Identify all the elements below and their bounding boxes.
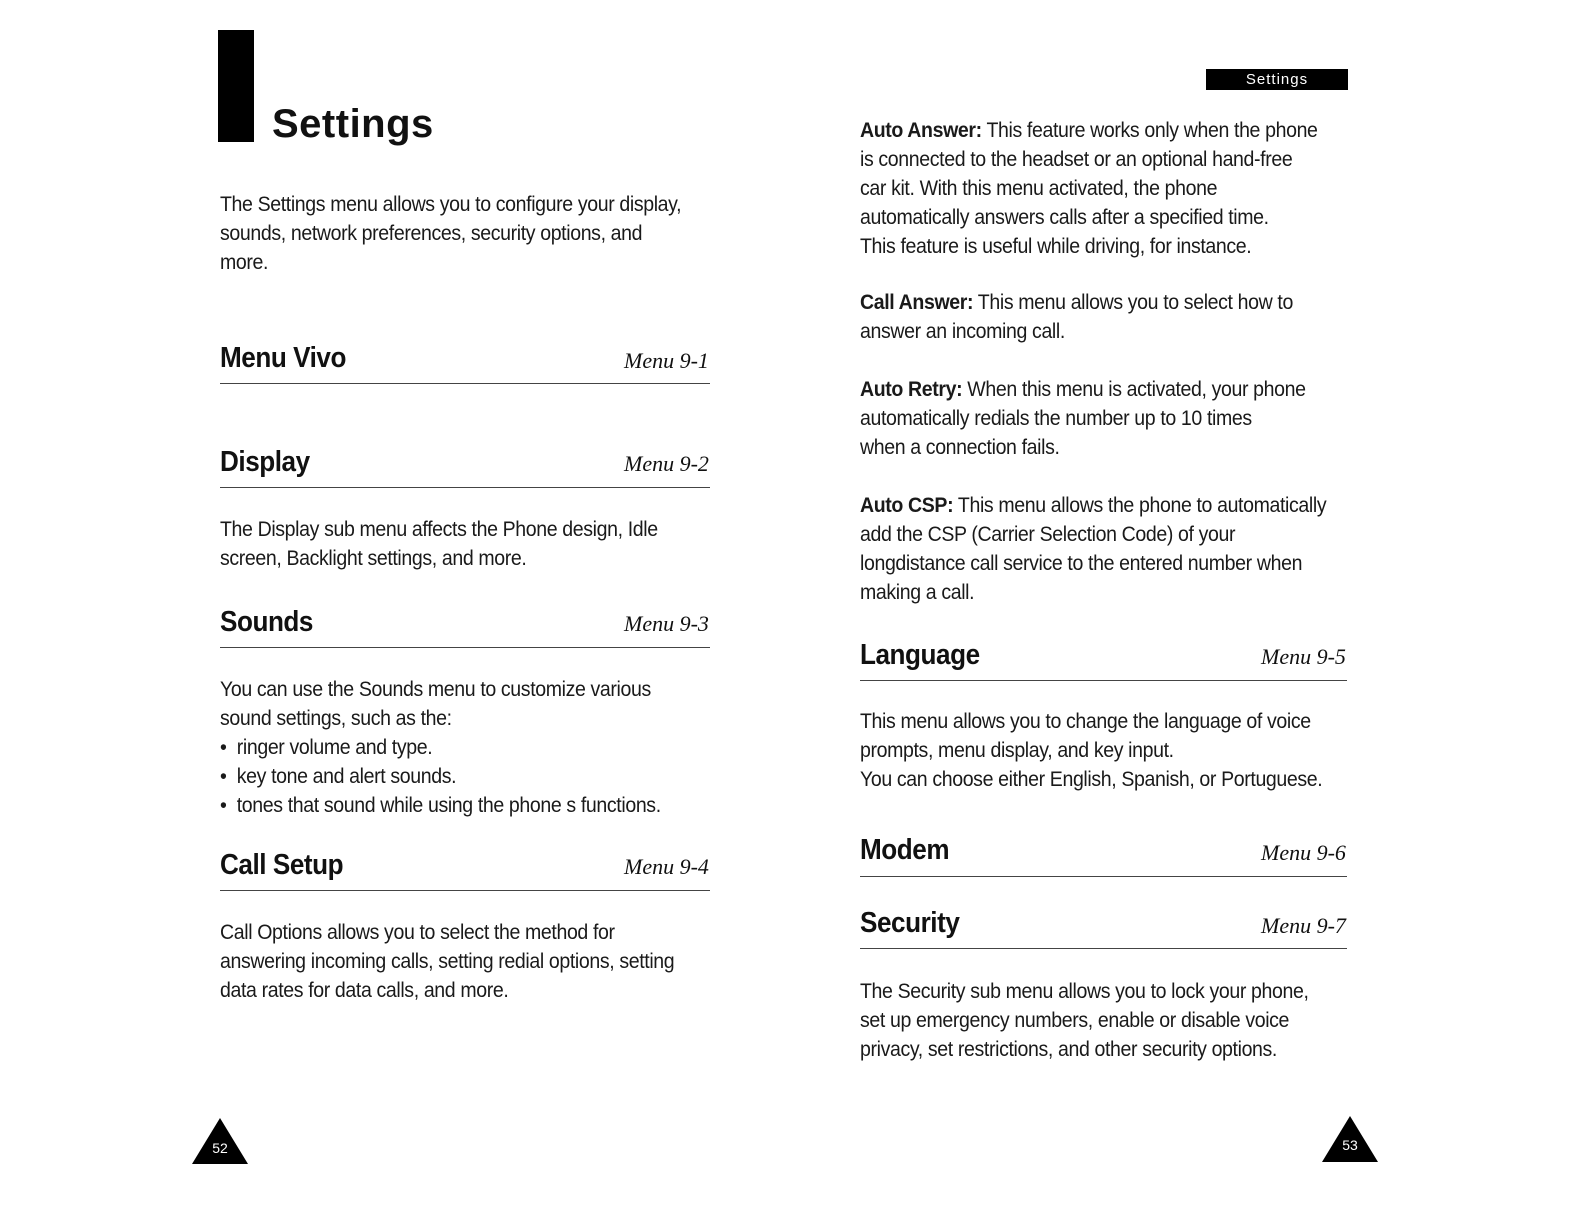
- section-rule: [860, 876, 1347, 877]
- language-description: [860, 707, 1322, 794]
- section-title-language: Language: [860, 639, 980, 671]
- feature-line: Call Answer: This menu allows you to select how to: [860, 291, 1293, 314]
- menu-ref-9-2: Menu 9-2: [624, 451, 709, 476]
- body-line: screen, Backlight settings, and more.: [220, 547, 527, 570]
- call-setup-description: [220, 918, 674, 1005]
- auto-csp-description: [860, 491, 1326, 607]
- page-number-right: 53: [1342, 1137, 1358, 1153]
- feature-line: Auto Answer: This feature works only when the phone: [860, 119, 1318, 142]
- section-title-sounds: Sounds: [220, 606, 314, 638]
- feature-label-call-answer: Call Answer:: [860, 291, 974, 314]
- body-line: answering incoming calls, setting redial options, setting: [220, 950, 675, 973]
- body-line: data rates for data calls, and more.: [220, 979, 509, 1002]
- intro-line: more.: [220, 251, 269, 274]
- section-title-modem: Modem: [860, 834, 950, 866]
- section-rule: [220, 383, 710, 384]
- feature-label-auto-retry: Auto Retry:: [860, 378, 963, 401]
- feature-label-auto-csp: Auto CSP:: [860, 494, 954, 517]
- menu-ref-9-1: Menu 9-1: [624, 348, 709, 373]
- feature-line: Auto CSP: This menu allows the phone to automatically: [860, 494, 1327, 517]
- section-title-display: Display: [220, 446, 310, 478]
- bullet-dot-icon: •: [220, 794, 227, 817]
- bullet-dot-icon: •: [220, 765, 227, 788]
- body-line: automatically redials the number up to 10 times: [860, 407, 1252, 430]
- body-line: answer an incoming call.: [860, 320, 1065, 343]
- section-rule: [860, 680, 1347, 681]
- body-line: This menu allows you to change the language of voice: [860, 710, 1311, 733]
- body-line: privacy, set restrictions, and other security options.: [860, 1038, 1278, 1061]
- feature-line: Auto Retry: When this menu is activated, your phone: [860, 378, 1306, 401]
- security-description: [860, 977, 1309, 1064]
- page-number-left: 52: [212, 1140, 228, 1156]
- body-line: The Display sub menu affects the Phone design, Idle: [220, 518, 658, 541]
- display-description: [220, 515, 658, 573]
- body-line: This feature is useful while driving, for instance.: [860, 235, 1252, 258]
- auto-answer-description: [860, 116, 1318, 261]
- bullet-item: • tones that sound while using the phone s functions.: [220, 791, 661, 820]
- chapter-title: Settings: [272, 102, 434, 146]
- body-line: automatically answers calls after a specified time.: [860, 206, 1269, 229]
- auto-retry-description: [860, 375, 1306, 462]
- body-line: is connected to the headset or an optional hand-free: [860, 148, 1293, 171]
- body-line: set up emergency numbers, enable or disable voice: [860, 1009, 1290, 1032]
- body-line: You can choose either English, Spanish, or Portuguese.: [860, 768, 1323, 791]
- feature-label-auto-answer: Auto Answer:: [860, 119, 982, 142]
- bullet-item: • ringer volume and type.: [220, 733, 661, 762]
- section-title-call-setup: Call Setup: [220, 849, 344, 881]
- body-line: Call Options allows you to select the method for: [220, 921, 615, 944]
- section-title-security: Security: [860, 907, 960, 939]
- body-line: add the CSP (Carrier Selection Code) of your: [860, 523, 1236, 546]
- menu-ref-9-5: Menu 9-5: [1261, 644, 1346, 669]
- menu-ref-9-7: Menu 9-7: [1261, 913, 1346, 938]
- bullet-dot-icon: •: [220, 736, 227, 759]
- chapter-intro: [220, 190, 681, 277]
- section-rule: [220, 647, 710, 648]
- call-answer-description: [860, 288, 1293, 346]
- chapter-marker-bar: [218, 30, 254, 142]
- menu-ref-9-4: Menu 9-4: [624, 854, 709, 879]
- running-header-tab: Settings: [1206, 69, 1348, 90]
- menu-ref-9-6: Menu 9-6: [1261, 840, 1346, 865]
- section-rule: [220, 890, 710, 891]
- section-rule: [220, 487, 710, 488]
- body-line: car kit. With this menu activated, the phone: [860, 177, 1218, 200]
- body-line: longdistance call service to the entered number when: [860, 552, 1303, 575]
- section-title-menu-vivo: Menu Vivo: [220, 342, 346, 374]
- body-line: making a call.: [860, 581, 975, 604]
- body-line: when a connection fails.: [860, 436, 1060, 459]
- menu-ref-9-3: Menu 9-3: [624, 611, 709, 636]
- bullet-item: • key tone and alert sounds.: [220, 762, 661, 791]
- section-rule: [860, 948, 1347, 949]
- body-line: sound settings, such as the:: [220, 707, 452, 730]
- intro-line: sounds, network preferences, security options, and: [220, 222, 643, 245]
- sounds-description: [220, 675, 661, 820]
- body-line: The Security sub menu allows you to lock your phone,: [860, 980, 1309, 1003]
- body-line: prompts, menu display, and key input.: [860, 739, 1174, 762]
- intro-line: The Settings menu allows you to configure your display,: [220, 193, 682, 216]
- body-line: You can use the Sounds menu to customize various: [220, 678, 651, 701]
